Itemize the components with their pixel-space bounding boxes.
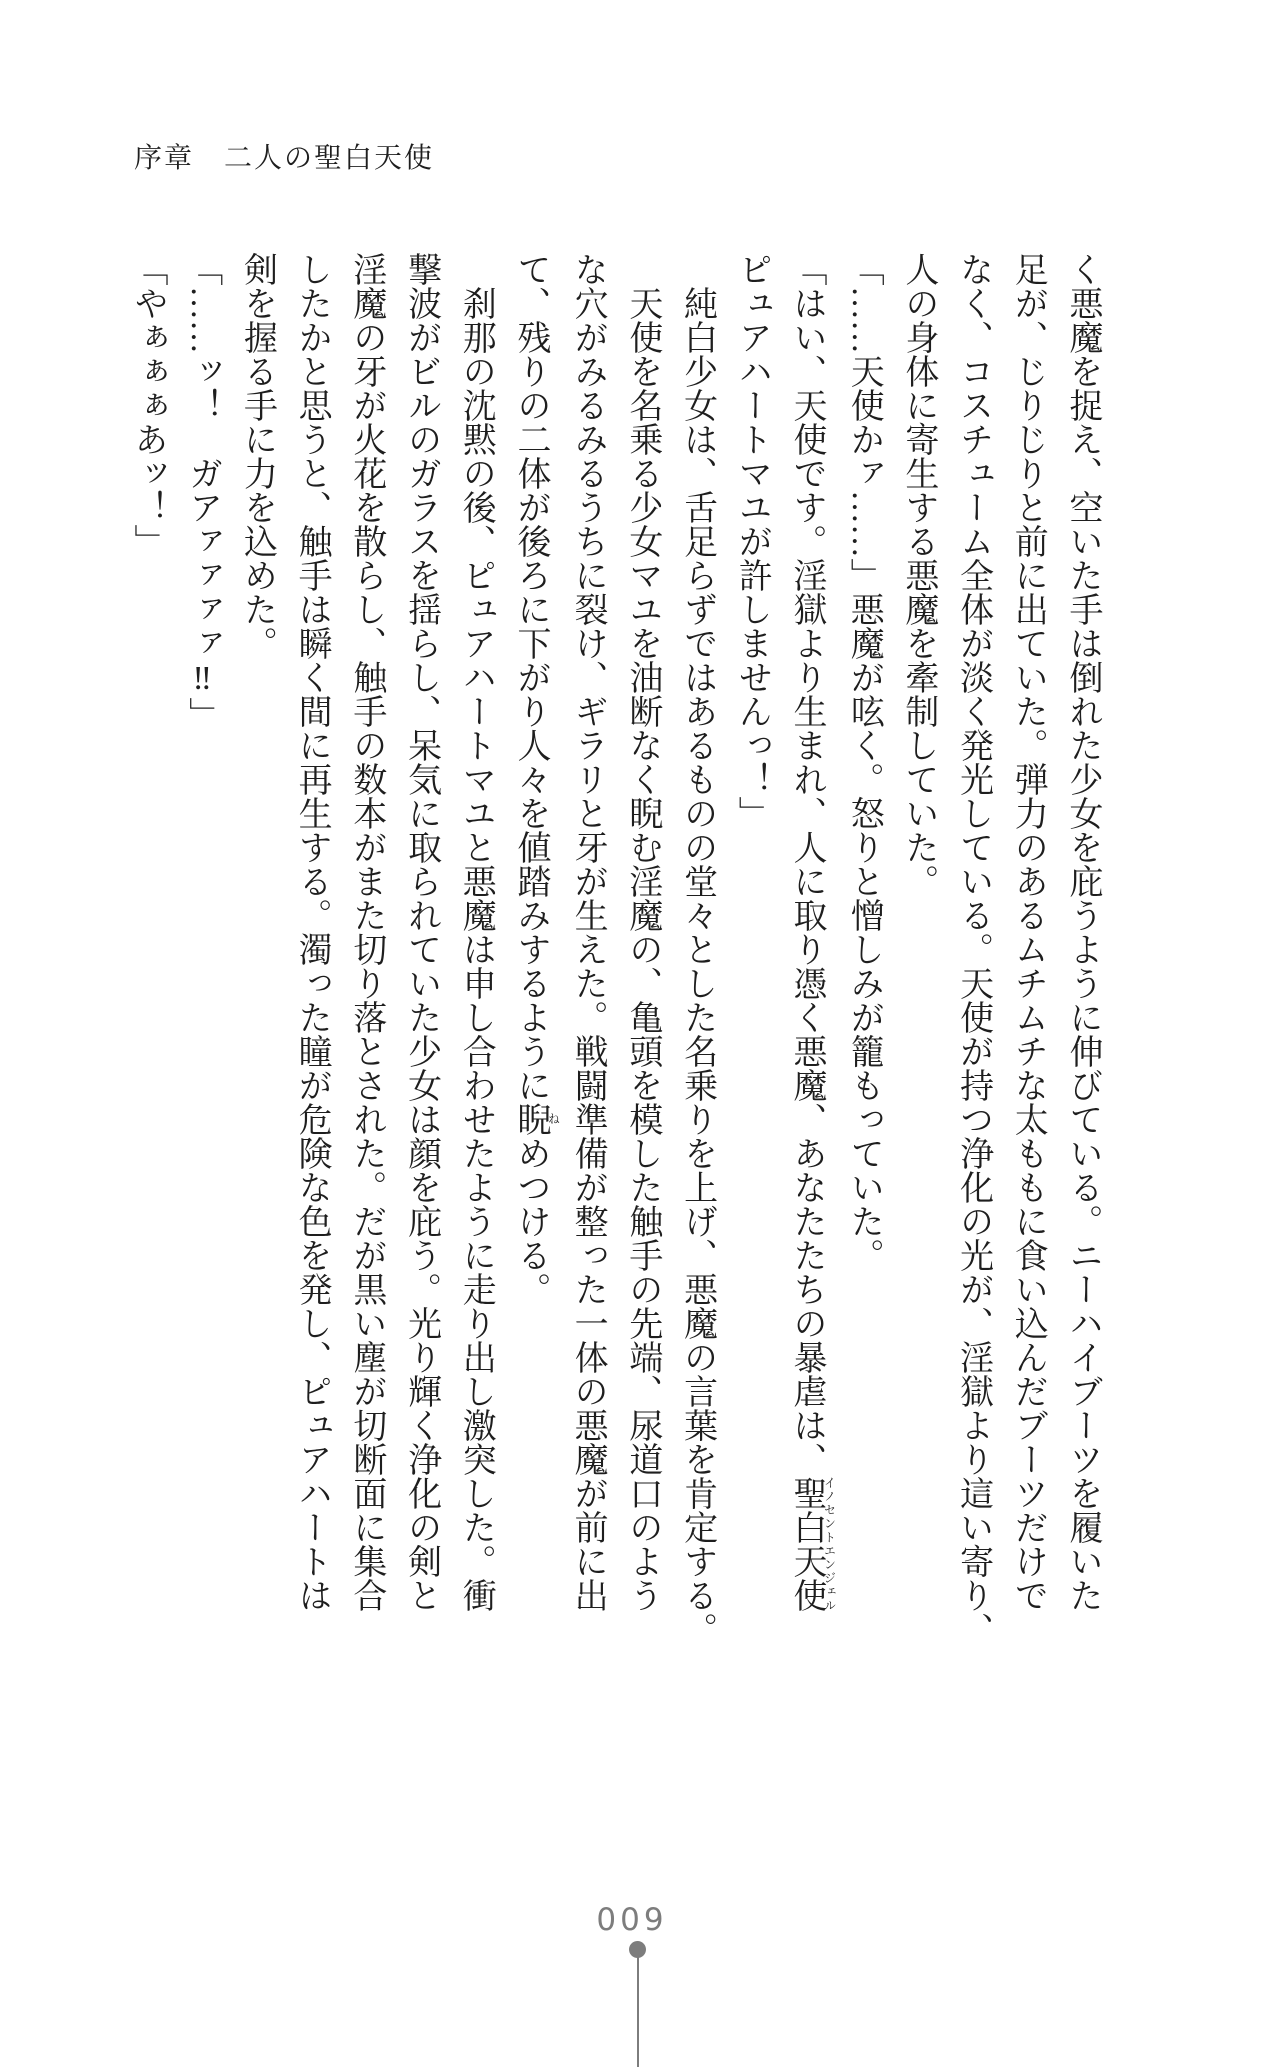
text-line: 足が、じりじりと前に出ていた。弾力のあるムチムチな太ももに食い込んだブーツだけで	[1009, 252, 1047, 1612]
page-number: 009	[596, 1902, 668, 1938]
text-line: 淫魔の牙が火花を散らし、触手の数本がまた切り落とされた。だが黒い塵が切断面に集合	[347, 252, 385, 1612]
upright-glyph: ‼	[183, 660, 221, 697]
text-line: な穴がみるみるうちに裂け、ギラリと牙が生えた。戦闘準備が整った一体の悪魔が前に出	[569, 252, 607, 1612]
text-line: 人の身体に寄生する悪魔を牽制していた。	[899, 252, 937, 898]
text-block	[119, 252, 1109, 1656]
ruby-annotated-text: 聖白天使イノセントエンジェル	[787, 1476, 837, 1612]
text-line: く悪魔を捉え、空いた手は倒れた少女を庇うように伸びている。ニーハイブーツを履いた	[1064, 252, 1101, 1612]
text-line: 撃波がビルのガラスを揺らし、呆気に取られていた少女は顔を庇う。光り輝く浄化の剣と	[402, 252, 440, 1612]
ruby-annotated-text: 睨ね	[511, 1102, 561, 1136]
text-line: 「やぁぁぁあッ！」	[129, 252, 167, 558]
text-line: 天使を名乗る少女マユを油断なく睨む淫魔の、亀頭を模した触手の先端、尿道口のよう	[623, 252, 661, 1612]
text-line: 刹那の沈黙の後、ピュアハートマユと悪魔は申し合わせたように走り出し激突した。衝	[457, 252, 495, 1612]
text-line: 「……天使かァ……」悪魔が呟く。怒りと憎しみが籠もっていた。	[845, 252, 883, 1272]
text-line: 純白少女は、舌足らずではあるものの堂々とした名乗りを上げ、悪魔の言葉を肯定する。	[678, 252, 716, 1646]
text-line: 「……ッ！ ガアァァァァ‼」	[183, 252, 221, 731]
text-line: て、残りの二体が後ろに下がり人々を値踏みするように睨ねめつける。	[511, 252, 561, 1306]
text-line: 剣を握る手に力を込めた。	[238, 252, 276, 660]
text-line: したかと思うと、触手は瞬く間に再生する。濁った瞳が危険な色を発し、ピュアハートは	[293, 252, 331, 1612]
chapter-header: 序章 二人の聖白天使	[134, 143, 435, 174]
text-line: 「はい、天使です。淫獄より生まれ、人に取り憑く悪魔、あなたたちの暴虐は、聖白天使イノセントエンジェル	[787, 252, 837, 1612]
footer-line-ornament	[637, 1955, 639, 2067]
text-line: ピュアハートマユが許しませんっ！」	[733, 252, 771, 830]
text-line: なく、コスチューム全体が淡く発光している。天使が持つ浄化の光が、淫獄より這い寄り、	[954, 252, 992, 1646]
